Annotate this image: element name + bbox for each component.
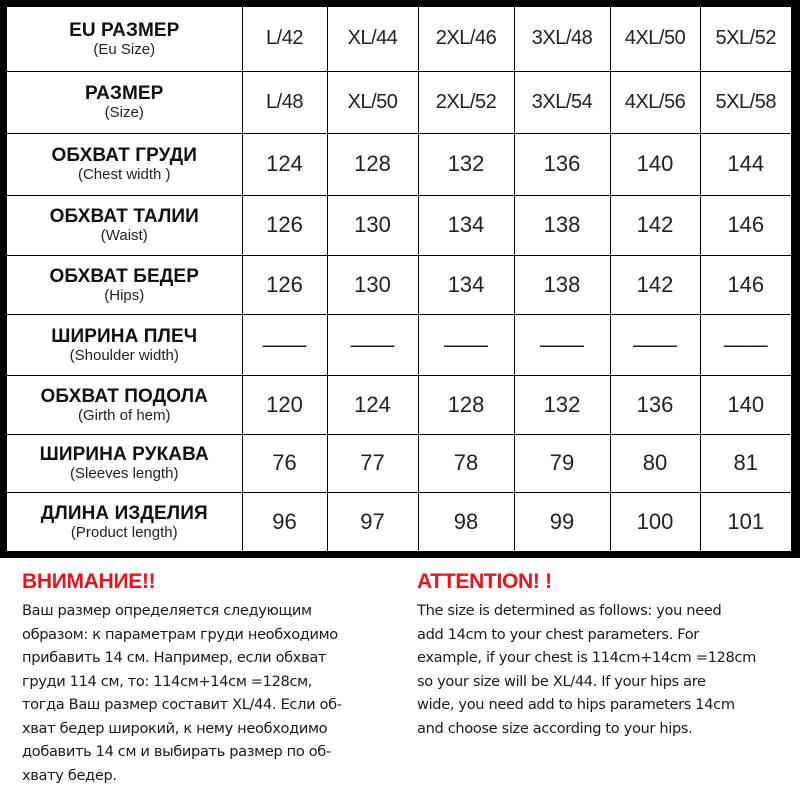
value-cell (327, 375, 418, 434)
cell-value: 146 (727, 271, 765, 297)
row-label-ru: ОБХВАТ БЕДЕР (49, 265, 199, 287)
attention-note-en (417, 568, 800, 740)
cell-value: 100 (636, 508, 674, 534)
table-row (7, 375, 791, 434)
value-cell (327, 71, 418, 133)
row-label-ru: EU РАЗМЕР (69, 19, 180, 41)
value-cell (418, 434, 514, 492)
cell-value: 101 (727, 508, 765, 534)
cell-value: 144 (727, 151, 765, 176)
cell-value: 126 (266, 271, 303, 297)
attention-text-ru (22, 599, 407, 787)
value-cell (327, 7, 418, 71)
cell-value: 142 (636, 271, 674, 297)
cell-value: 134 (447, 212, 485, 237)
cell-value: 96 (272, 508, 297, 534)
cell-value: 79 (549, 450, 575, 475)
cell-value: 76 (272, 450, 297, 475)
cell-value: 3XL/48 (531, 27, 593, 50)
table-row (7, 195, 791, 255)
cell-value: 99 (549, 508, 575, 534)
table-row (7, 255, 791, 314)
attention-note-ru (22, 568, 407, 787)
note-line: example, if your chest is 114cm+14cm =128cm (417, 649, 756, 666)
cell-value: 2XL/46 (435, 27, 497, 50)
cell-value: 132 (543, 391, 581, 417)
value-cell (327, 195, 418, 255)
value-cell (418, 71, 514, 133)
cell-value: XL/50 (347, 90, 398, 113)
cell-value: 97 (360, 508, 385, 534)
cell-value: 4XL/50 (624, 27, 686, 50)
row-label-en: (Waist) (100, 227, 148, 244)
row-label-cell (7, 7, 242, 71)
row-label-ru: ДЛИНА ИЗДЕЛИЯ (40, 502, 208, 524)
value-cell (610, 492, 700, 551)
value-cell (242, 434, 327, 492)
table-row (7, 492, 791, 551)
value-cell (610, 195, 700, 255)
note-line: прибавить 14 см. Например, если обхват (22, 649, 327, 666)
table-row (7, 71, 791, 133)
row-label-cell (7, 492, 242, 551)
note-line: add 14cm to your chest parameters. For (417, 625, 699, 643)
cell-value: 124 (354, 391, 391, 417)
cell-value: 5XL/58 (715, 90, 776, 113)
attention-text-en (417, 599, 800, 740)
row-label-ru: ОБХВАТ ПОДОЛА (40, 385, 208, 407)
value-cell (610, 71, 700, 133)
cell-value: —— (444, 331, 488, 357)
cell-value: 5XL/52 (715, 27, 776, 50)
cell-value: 142 (636, 212, 674, 237)
value-cell (327, 133, 418, 195)
value-cell (242, 375, 327, 434)
table-row (7, 7, 791, 71)
value-cell (514, 255, 610, 314)
cell-value: 2XL/52 (435, 90, 497, 113)
note-line: wide, you need add to hips parameters 14cm (417, 696, 735, 713)
row-label-en: (Size) (104, 104, 144, 121)
value-cell (610, 375, 700, 434)
value-cell (327, 434, 418, 492)
row-label-ru: ОБХВАТ ГРУДИ (51, 145, 197, 166)
cell-value: —— (540, 331, 584, 357)
value-cell (610, 434, 700, 492)
row-label-en: (Shoulder width) (69, 346, 179, 364)
row-label-en: (Girth of hem) (77, 406, 171, 424)
value-cell (700, 314, 791, 375)
cell-value: 140 (636, 151, 674, 176)
value-cell (700, 255, 791, 314)
value-cell (418, 7, 514, 71)
cell-value: 3XL/54 (531, 90, 593, 113)
cell-value: XL/44 (347, 27, 398, 50)
cell-value: 120 (266, 391, 303, 417)
row-label-en: (Product length) (70, 523, 178, 541)
cell-value: 124 (266, 151, 303, 176)
cell-value: 136 (543, 151, 581, 176)
value-cell (418, 195, 514, 255)
row-label-en: (Sleeves length) (70, 465, 179, 482)
value-cell (514, 375, 610, 434)
value-cell (327, 314, 418, 375)
value-cell (514, 434, 610, 492)
row-label-en: (Eu Size) (93, 40, 156, 58)
value-cell (242, 71, 327, 133)
row-label-cell (7, 375, 242, 434)
row-label-ru: ШИРИНА ПЛЕЧ (51, 325, 198, 347)
size-chart-table (7, 7, 791, 551)
value-cell (514, 71, 610, 133)
value-cell (242, 195, 327, 255)
value-cell (242, 255, 327, 314)
value-cell (242, 133, 327, 195)
row-label-en: (Chest width ) (77, 166, 171, 183)
value-cell (610, 7, 700, 71)
value-cell (242, 314, 327, 375)
cell-value: 138 (543, 271, 581, 297)
row-label-cell (7, 255, 242, 314)
cell-value: 138 (543, 212, 581, 237)
row-label-ru: ОБХВАТ ТАЛИИ (49, 206, 199, 227)
value-cell (242, 492, 327, 551)
note-line: The size is determined as follows: you need (417, 602, 722, 619)
row-label-cell (7, 71, 242, 133)
value-cell (700, 71, 791, 133)
cell-value: 78 (453, 450, 479, 475)
value-cell (418, 375, 514, 434)
cell-value: 126 (266, 212, 303, 237)
value-cell (514, 492, 610, 551)
cell-value: 98 (453, 508, 479, 534)
cell-value: 130 (354, 212, 391, 237)
row-label-ru: РАЗМЕР (85, 83, 164, 104)
cell-value: 140 (727, 391, 765, 417)
cell-value: —— (262, 331, 307, 357)
note-line: добавить 14 см и выбирать размер по об- (22, 743, 331, 760)
cell-value: 146 (727, 212, 765, 237)
value-cell (242, 7, 327, 71)
note-line: Ваш размер определяется следующим (22, 602, 312, 619)
cell-value: 77 (360, 450, 385, 475)
value-cell (327, 255, 418, 314)
cell-value: L/48 (266, 90, 303, 113)
value-cell (418, 314, 514, 375)
cell-value: 136 (636, 391, 674, 417)
row-label-cell (7, 434, 242, 492)
note-line: груди 114 см, то: 114см+14см =128см, (22, 672, 313, 690)
value-cell (610, 255, 700, 314)
value-cell (418, 133, 514, 195)
value-cell (514, 133, 610, 195)
value-cell (700, 375, 791, 434)
cell-value: —— (723, 331, 768, 357)
note-line: so your size will be XL/44. If your hips are (417, 672, 706, 690)
value-cell (610, 133, 700, 195)
row-label-cell (7, 195, 242, 255)
cell-value: 81 (733, 450, 758, 475)
value-cell (700, 434, 791, 492)
table-row (7, 314, 791, 375)
note-line: хвату бедер. (22, 766, 117, 784)
cell-value: —— (633, 331, 677, 357)
cell-value: —— (350, 331, 395, 357)
value-cell (700, 195, 791, 255)
value-cell (610, 314, 700, 375)
cell-value: 80 (642, 450, 668, 475)
cell-value: L/42 (266, 27, 303, 50)
table-row (7, 133, 791, 195)
value-cell (514, 314, 610, 375)
cell-value: 128 (447, 391, 485, 417)
value-cell (514, 195, 610, 255)
row-label-ru: ШИРИНА РУКАВА (39, 444, 209, 465)
row-label-cell (7, 133, 242, 195)
value-cell (700, 7, 791, 71)
value-cell (700, 492, 791, 551)
value-cell (514, 7, 610, 71)
attention-heading-en: ATTENTION! ! (417, 570, 552, 593)
cell-value: 128 (354, 151, 391, 176)
value-cell (700, 133, 791, 195)
cell-value: 134 (447, 271, 485, 297)
note-line: and choose size according to your hips. (417, 719, 693, 737)
cell-value: 130 (354, 271, 391, 297)
row-label-en: (Hips) (104, 286, 145, 304)
value-cell (418, 492, 514, 551)
row-label-cell (7, 314, 242, 375)
table-row (7, 434, 791, 492)
note-line: тогда Ваш размер составит XL/44. Если об- (22, 696, 342, 713)
value-cell (327, 492, 418, 551)
cell-value: 132 (447, 151, 485, 176)
note-line: образом: к параметрам груди необходимо (22, 625, 338, 643)
value-cell (418, 255, 514, 314)
attention-heading-ru: ВНИМАНИЕ!! (22, 570, 156, 593)
cell-value: 4XL/56 (624, 90, 686, 113)
note-line: хват бедер широкий, к нему необходимо (22, 719, 328, 737)
